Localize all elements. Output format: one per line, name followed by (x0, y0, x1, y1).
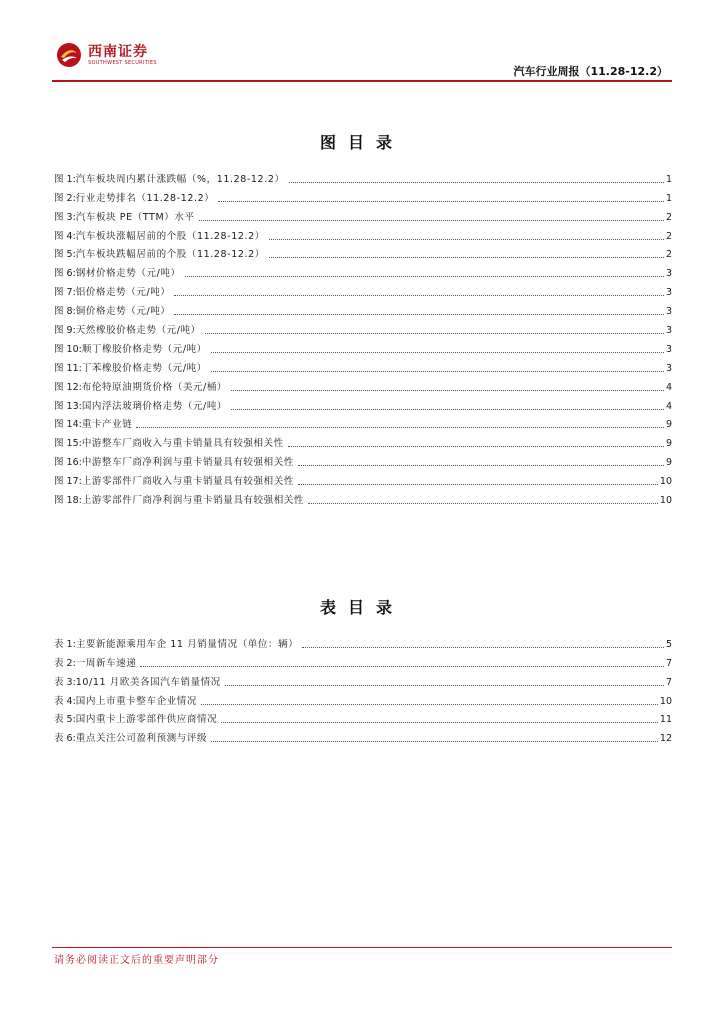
toc-page-number: 1 (665, 192, 672, 204)
toc-entry-text: 汽车板块 PE（TTM）水平 (75, 211, 195, 223)
figure-toc-entry[interactable] (54, 488, 672, 507)
toc-entry-label: 图 18: (54, 495, 82, 507)
toc-entry-label: 图 17: (54, 476, 82, 488)
toc-dot-leader (302, 647, 664, 648)
toc-entry-text: 主要新能源乘用车企 11 月销量情况（单位：辆） (75, 638, 299, 650)
toc-dot-leader (288, 446, 664, 447)
toc-entry-label: 图 8: (54, 306, 76, 318)
toc-entry-text: 铜价格走势（元/吨） (75, 306, 171, 318)
toc-entry-text: 国内重卡上游零部件供应商情况 (75, 714, 218, 726)
toc-entry-text: 布伦特原油期货价格（美元/桶） (81, 381, 228, 393)
logo-en-text: SOUTHWEST SECURITIES (88, 59, 157, 66)
toc-entry-label: 图 7: (54, 287, 76, 299)
toc-dot-leader (199, 220, 664, 221)
figures-toc-list (54, 167, 672, 507)
toc-entry-label: 图 16: (54, 457, 82, 469)
figure-toc-entry[interactable] (54, 280, 672, 299)
toc-page-number: 3 (665, 306, 672, 318)
toc-page-number: 10 (659, 476, 672, 488)
figure-toc-entry[interactable] (54, 318, 672, 337)
page-header (52, 38, 672, 82)
toc-page-number: 5 (665, 638, 672, 650)
toc-page-number: 7 (665, 657, 672, 669)
tables-toc-title: 表目录 (319, 598, 404, 617)
toc-dot-leader (221, 722, 658, 723)
toc-page-number: 7 (665, 676, 672, 688)
toc-entry-label: 图 10: (54, 343, 82, 355)
toc-entry-text: 重点关注公司盈利预测与评级 (75, 733, 208, 745)
toc-dot-leader (225, 685, 664, 686)
toc-entry-text: 一周新车速递 (75, 657, 137, 669)
table-toc-entry[interactable] (54, 632, 672, 651)
toc-dot-leader (231, 390, 664, 391)
toc-entry-label: 图 1: (54, 173, 76, 185)
toc-dot-leader (136, 427, 664, 428)
toc-entry-label: 图 9: (54, 325, 76, 337)
toc-entry-label: 图 12: (54, 381, 82, 393)
toc-entry-label: 图 14: (54, 419, 82, 431)
figure-toc-entry[interactable] (54, 243, 672, 262)
toc-entry-text: 国内浮法玻璃价格走势（元/吨） (81, 400, 228, 412)
toc-page-number: 4 (665, 400, 672, 412)
toc-dot-leader (298, 465, 664, 466)
table-toc-entry[interactable] (54, 726, 672, 745)
toc-page-number: 1 (665, 173, 672, 185)
toc-entry-label: 表 1: (54, 638, 76, 650)
figure-toc-entry[interactable] (54, 356, 672, 375)
toc-dot-leader (289, 182, 664, 183)
table-toc-entry[interactable] (54, 670, 672, 689)
toc-entry-text: 中游整车厂商收入与重卡销量具有较强相关性 (81, 438, 284, 450)
toc-dot-leader (308, 503, 658, 504)
figure-toc-entry[interactable] (54, 394, 672, 413)
figure-toc-entry[interactable] (54, 431, 672, 450)
figure-toc-entry[interactable] (54, 261, 672, 280)
toc-page-number: 3 (665, 362, 672, 374)
toc-entry-text: 重卡产业链 (81, 419, 133, 431)
table-toc-entry[interactable] (54, 708, 672, 727)
toc-page-number: 2 (665, 211, 672, 223)
toc-entry-text: 汽车板块跌幅居前的个股（11.28-12.2） (75, 249, 265, 261)
figure-toc-entry[interactable] (54, 413, 672, 432)
figure-toc-entry[interactable] (54, 375, 672, 394)
toc-entry-text: 中游整车厂商净利润与重卡销量具有较强相关性 (81, 457, 294, 469)
toc-entry-label: 图 13: (54, 400, 82, 412)
toc-entry-text: 汽车板块周内累计涨跌幅（%，11.28-12.2） (75, 173, 285, 185)
toc-page-number: 9 (665, 419, 672, 431)
footer-disclaimer: 请务必阅读正文后的重要声明部分 (54, 955, 219, 966)
toc-entry-label: 图 2: (54, 192, 76, 204)
toc-entry-text: 汽车板块涨幅居前的个股（11.28-12.2） (75, 230, 265, 242)
toc-page-number: 2 (665, 230, 672, 242)
figure-toc-entry[interactable] (54, 299, 672, 318)
toc-entry-text: 上游零部件厂商净利润与重卡销量具有较强相关性 (81, 495, 305, 507)
toc-entry-label: 表 2: (54, 657, 76, 669)
toc-dot-leader (140, 666, 664, 667)
toc-dot-leader (269, 257, 664, 258)
toc-page-number: 12 (659, 733, 672, 745)
toc-dot-leader (218, 201, 664, 202)
logo-mark-icon (56, 42, 82, 68)
toc-entry-label: 图 3: (54, 211, 76, 223)
figure-toc-entry[interactable] (54, 450, 672, 469)
table-toc-entry[interactable] (54, 651, 672, 670)
toc-dot-leader (201, 704, 658, 705)
toc-dot-leader (269, 239, 664, 240)
toc-entry-label: 表 5: (54, 714, 76, 726)
toc-page-number: 11 (659, 714, 672, 726)
toc-dot-leader (211, 741, 658, 742)
toc-entry-text: 上游零部件厂商收入与重卡销量具有较强相关性 (81, 476, 294, 488)
toc-page-number: 4 (665, 381, 672, 393)
toc-entry-label: 图 11: (54, 362, 82, 374)
toc-page-number: 9 (665, 438, 672, 450)
toc-page-number: 10 (659, 695, 672, 707)
toc-dot-leader (205, 333, 664, 334)
toc-entry-text: 顺丁橡胶价格走势（元/吨） (81, 343, 207, 355)
logo-cn-text: 西南证券 (88, 43, 148, 60)
company-logo (56, 42, 157, 68)
toc-page-number: 9 (665, 457, 672, 469)
toc-page-number: 3 (665, 343, 672, 355)
figure-toc-entry[interactable] (54, 337, 672, 356)
figures-toc-title: 图目录 (319, 133, 404, 152)
toc-dot-leader (211, 371, 664, 372)
toc-entry-label: 图 6: (54, 268, 76, 280)
toc-page-number: 2 (665, 249, 672, 261)
figure-toc-entry[interactable] (54, 224, 672, 243)
figure-toc-entry[interactable] (54, 186, 672, 205)
tables-toc-list (54, 632, 672, 745)
toc-dot-leader (185, 276, 664, 277)
table-toc-entry[interactable] (54, 689, 672, 708)
toc-dot-leader (231, 409, 664, 410)
toc-entry-label: 图 4: (54, 230, 76, 242)
toc-page-number: 3 (665, 287, 672, 299)
toc-entry-text: 天然橡胶价格走势（元/吨） (75, 325, 201, 337)
toc-dot-leader (174, 314, 663, 315)
toc-dot-leader (298, 484, 658, 485)
toc-entry-label: 表 4: (54, 695, 76, 707)
toc-entry-label: 表 6: (54, 733, 76, 745)
toc-entry-text: 丁苯橡胶价格走势（元/吨） (81, 362, 207, 374)
toc-entry-text: 国内上市重卡整车企业情况 (75, 695, 197, 707)
figure-toc-entry[interactable] (54, 167, 672, 186)
figure-toc-entry[interactable] (54, 205, 672, 224)
toc-entry-text: 10/11 月欧美各国汽车销量情况 (75, 676, 221, 688)
toc-page-number: 3 (665, 268, 672, 280)
report-title: 汽车行业周报（11.28-12.2） (513, 65, 668, 78)
figure-toc-entry[interactable] (54, 469, 672, 488)
toc-entry-text: 铝价格走势（元/吨） (75, 287, 171, 299)
header-divider (52, 80, 672, 82)
toc-page-number: 10 (659, 495, 672, 507)
footer-divider (52, 947, 672, 948)
toc-entry-text: 钢材价格走势（元/吨） (75, 268, 181, 280)
toc-entry-label: 图 5: (54, 249, 76, 261)
toc-dot-leader (174, 295, 663, 296)
toc-entry-text: 行业走势排名（11.28-12.2） (75, 192, 215, 204)
toc-entry-label: 图 15: (54, 438, 82, 450)
toc-entry-label: 表 3: (54, 676, 76, 688)
toc-dot-leader (211, 352, 664, 353)
toc-page-number: 3 (665, 325, 672, 337)
